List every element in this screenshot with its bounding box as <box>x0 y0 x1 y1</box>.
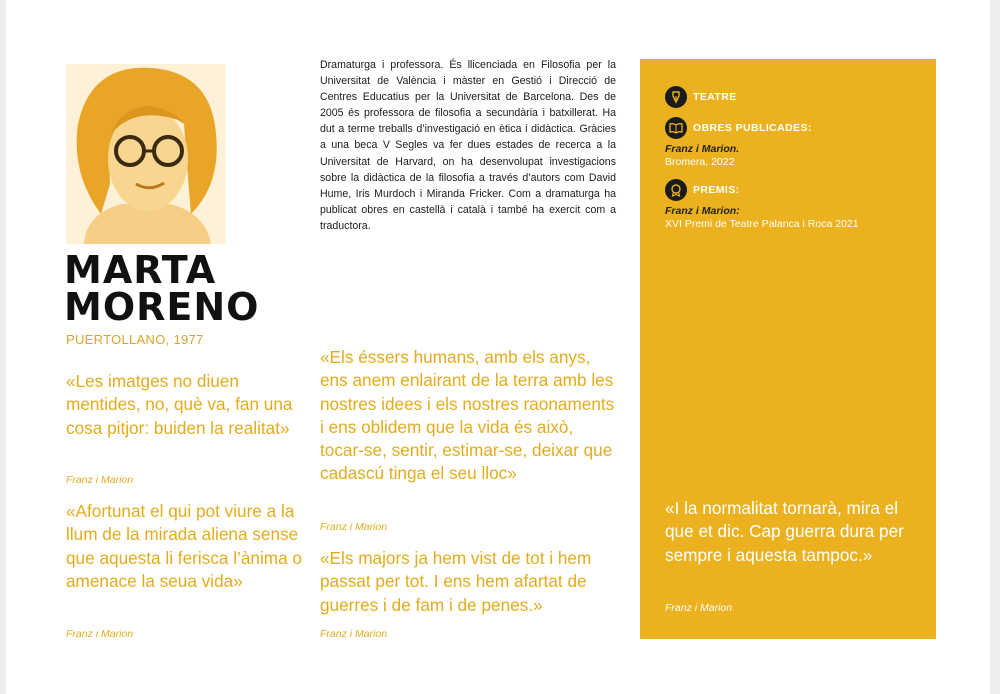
quote-source: Franz i Marion <box>66 628 134 640</box>
publication-detail: Bromera, 2022 <box>665 156 735 168</box>
quote-source: Franz i Marion <box>320 521 388 533</box>
pen-nib-icon <box>665 86 687 108</box>
author-first-name: MARTA <box>64 248 217 292</box>
publication-title: Franz i Marion. <box>665 143 740 155</box>
section-label: OBRES PUBLICADES: <box>693 122 812 134</box>
quote-text: «Afortunat el qui pot viure a la llum de la mirada aliena sense que aquesta li ferisca l’ànima o amenace la seua vida» <box>66 501 302 591</box>
publications-heading <box>665 117 812 139</box>
panel-quote-source: Franz i Marion <box>665 602 733 614</box>
author-origin: PUERTOLLANO, 1977 <box>66 332 204 347</box>
quote-text: «Les imatges no diuen mentides, no, què va, fan una cosa pitjor: buiden la realitat» <box>66 371 293 438</box>
theatre-heading <box>665 86 737 108</box>
author-bio: Dramaturga i professora. És llicenciada en Filosofia per la Universitat de València i màster en Gestió i Direcció de Centres Educatius per la Universitat de Barcelona. Des de 2005 és professora de filosofia a secundària i batxillerat. Ha dut a terme treballs d’investigació en ètica i didàctica. Gràcies a una beca V Segles va fer dues estades de recerca a la Universitat de Harvard, on ha desenvolupat investigacions sobre la didàctica de la filosofia a través d’autors com David Hume, Iris Murdoch i Miranda Fricker. Com a dramaturga ha publicat obres en castellà i català i també ha exercit com a traductora. <box>320 59 616 232</box>
quote-text: «Els éssers humans, amb els anys, ens anem enlairant de la terra amb les nostres idees i els nostres raonaments i ens oblidem que la vida és això, tocar-se, sentir, estimar-se, deixar que cadascú tinga el seu lloc» <box>320 347 615 484</box>
award-medal-icon <box>665 179 687 201</box>
author-photo <box>66 64 226 244</box>
panel-quote-text: «I la normalitat tornarà, mira el que et dic. Cap guerra dura per sempre i aquesta tampoc.» <box>665 498 904 565</box>
page <box>6 0 990 694</box>
quote-text: «Els majors ja hem vist de tot i hem passat per tot. I ens hem afartat de guerres i de fam i de penes.» <box>320 548 592 615</box>
section-label: PREMIS: <box>693 184 740 196</box>
quote-source: Franz i Marion <box>320 628 388 640</box>
section-label: TEATRE <box>693 91 737 103</box>
award-title: Franz i Marion: <box>665 205 740 217</box>
author-name <box>64 248 260 329</box>
awards-heading <box>665 179 740 201</box>
info-panel <box>640 59 936 639</box>
quote-source: Franz i Marion <box>66 474 134 486</box>
book-icon <box>665 117 687 139</box>
award-detail: XVI Premi de Teatre Palanca i Roca 2021 <box>665 218 859 230</box>
author-last-name: MORENO <box>64 285 260 329</box>
